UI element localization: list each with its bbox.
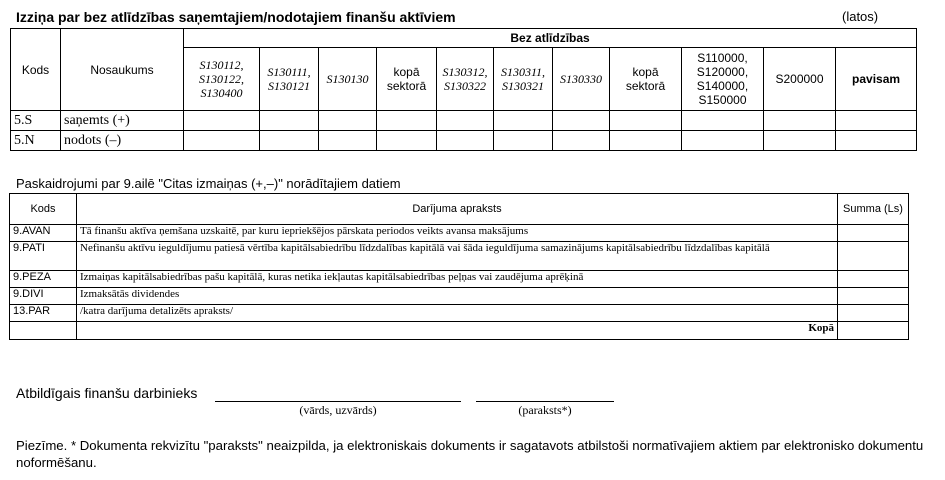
sub-header-3: S130130: [319, 48, 377, 111]
value-cell[interactable]: [494, 131, 553, 151]
col-header-summa: Summa (Ls): [838, 194, 909, 225]
name-hint: (vārds, uzvārds): [299, 403, 377, 417]
explanations-caption: Paskaidrojumi par 9.ailē "Citas izmaiņas (+,–)" norādītajiem datiem: [16, 176, 401, 191]
row-code: 9.AVAN: [10, 225, 77, 242]
sub-header-5: S130312, S130322: [437, 48, 494, 111]
empty-cell: [10, 322, 77, 340]
currency-unit: (latos): [842, 9, 879, 24]
value-cell[interactable]: [553, 131, 610, 151]
row-description: Nefinanšu aktīvu ieguldījumu patiesā vērtība kapitālsabiedrību līdzdalības kapitālā vai šāda ieguldījuma samazinājums kapitālsabiedrību līdzdalības kapitālā: [77, 242, 838, 271]
value-cell[interactable]: [319, 111, 377, 131]
sub-header-9: S110000, S120000, S140000, S150000: [682, 48, 764, 111]
value-cell[interactable]: [610, 131, 682, 151]
sub-header-2: S130111, S130121: [260, 48, 319, 111]
total-row: [10, 322, 909, 340]
sub-header-6: S130311, S130321: [494, 48, 553, 111]
explanations-table: [9, 193, 909, 340]
assets-table: [10, 28, 917, 151]
value-cell[interactable]: [764, 111, 836, 131]
sum-cell[interactable]: [838, 271, 909, 288]
sum-cell[interactable]: [838, 225, 909, 242]
value-cell[interactable]: [553, 111, 610, 131]
signature-label: Atbildīgais finanšu darbinieks: [16, 385, 198, 401]
signature-line[interactable]: [476, 401, 614, 402]
sum-cell[interactable]: [838, 305, 909, 322]
sub-header-11: pavisam: [836, 48, 917, 111]
row-description: Izmaksātās dividendes: [77, 288, 838, 305]
col-header-kods: Kods: [10, 194, 77, 225]
footnote: Piezīme. * Dokumenta rekvizītu "paraksts" neaizpilda, ja elektroniskais dokuments ir sagatavots atbilstoši normatīvajiem aktiem par elektronisko dokumentu noformēšanu.: [16, 438, 924, 470]
value-cell[interactable]: [764, 131, 836, 151]
name-line[interactable]: [215, 401, 461, 402]
table-row: [10, 271, 909, 288]
sum-cell[interactable]: [838, 242, 909, 271]
row-description: /katra darījuma detalizēts apraksts/: [77, 305, 838, 322]
row-description: Tā finanšu aktīva ņemšana uzskaitē, par kuru iepriekšējos pārskata periodos veikts avansa maksājums: [77, 225, 838, 242]
row-code: 5.N: [11, 131, 61, 151]
table-row: [11, 111, 917, 131]
row-name: nodots (–): [61, 131, 184, 151]
sub-header-8: kopā sektorā: [610, 48, 682, 111]
table-row: [10, 242, 909, 271]
row-description: Izmaiņas kapitālsabiedrības pašu kapitālā, kuras netika iekļautas kapitālsabiedrības peļņas vai zaudējuma aprēķinā: [77, 271, 838, 288]
value-cell[interactable]: [184, 131, 260, 151]
table-row: [10, 225, 909, 242]
sub-header-7: S130330: [553, 48, 610, 111]
value-cell[interactable]: [610, 111, 682, 131]
value-cell[interactable]: [377, 111, 437, 131]
value-cell[interactable]: [184, 111, 260, 131]
value-cell[interactable]: [836, 111, 917, 131]
sum-cell[interactable]: [838, 288, 909, 305]
total-sum-cell[interactable]: [838, 322, 909, 340]
report-title: Izziņa par bez atlīdzības saņemtajiem/nodotajiem finanšu aktīviem: [16, 9, 456, 25]
row-code: 13.PAR: [10, 305, 77, 322]
total-label: Kopā: [77, 322, 838, 340]
row-code: 9.DIVI: [10, 288, 77, 305]
sub-header-10: S200000: [764, 48, 836, 111]
table-row: [10, 305, 909, 322]
row-code: 9.PATI: [10, 242, 77, 271]
sub-header-1: S130112, S130122, S130400: [184, 48, 260, 111]
sub-header-4: kopā sektorā: [377, 48, 437, 111]
signature-hint: (paraksts*): [518, 403, 572, 417]
col-header-kods: Kods: [11, 29, 61, 111]
table-row: [10, 288, 909, 305]
value-cell[interactable]: [319, 131, 377, 151]
value-cell[interactable]: [836, 131, 917, 151]
value-cell[interactable]: [682, 131, 764, 151]
row-name: saņemts (+): [61, 111, 184, 131]
col-header-apraksts: Darījuma apraksts: [77, 194, 838, 225]
table-row: [11, 131, 917, 151]
value-cell[interactable]: [260, 111, 319, 131]
value-cell[interactable]: [260, 131, 319, 151]
row-code: 5.S: [11, 111, 61, 131]
col-header-nosaukums: Nosaukums: [61, 29, 184, 111]
value-cell[interactable]: [377, 131, 437, 151]
value-cell[interactable]: [494, 111, 553, 131]
group-header-bez-atlidzibas: Bez atlīdzības: [184, 29, 917, 48]
value-cell[interactable]: [682, 111, 764, 131]
row-code: 9.PEZA: [10, 271, 77, 288]
value-cell[interactable]: [437, 111, 494, 131]
value-cell[interactable]: [437, 131, 494, 151]
